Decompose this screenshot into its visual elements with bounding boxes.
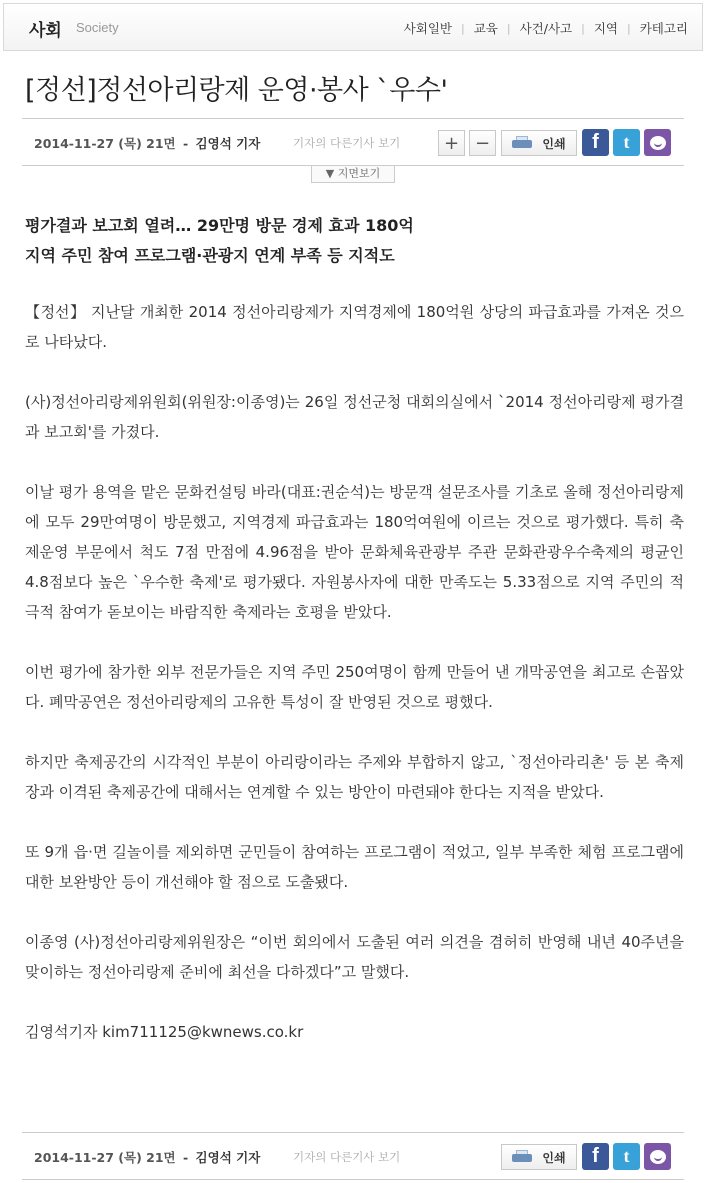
section-nav bbox=[404, 19, 688, 37]
paragraph: 【정선】 지난달 개최한 2014 정선아리랑제가 지역경제에 180억원 상당의 파급효과를 가져온 것으로 나타났다. bbox=[25, 303, 684, 351]
nav-item-incidents[interactable]: 사건/사고 bbox=[519, 21, 573, 36]
section-subtitle: Society bbox=[76, 20, 119, 35]
zoom-in-button[interactable]: + bbox=[438, 130, 465, 156]
nav-item-education[interactable]: 교육 bbox=[473, 21, 498, 36]
nav-separator: | bbox=[506, 21, 511, 35]
nav-item-category[interactable]: 카테고리 bbox=[639, 21, 688, 36]
article-subheads bbox=[25, 211, 414, 271]
nav-item-region[interactable]: 지역 bbox=[593, 21, 618, 36]
nav-item-general[interactable]: 사회일반 bbox=[403, 21, 452, 36]
article-headline: [정선]정선아리랑제 운영·봉사 `우수' bbox=[25, 75, 448, 106]
twitter-share-icon[interactable]: t bbox=[613, 129, 640, 156]
facebook-share-icon[interactable]: f bbox=[582, 1143, 609, 1170]
article-date-page: 2014-11-27 (목) 21면 bbox=[34, 1150, 176, 1165]
kakao-share-icon[interactable] bbox=[644, 1143, 671, 1170]
paragraph: (사)정선아리랑제위원회(위원장:이종영)는 26일 정선군청 대회의실에서 `2014 정선아리랑제 평가결과 보고회'를 가졌다. bbox=[25, 393, 684, 441]
article-body bbox=[25, 297, 684, 1047]
printer-icon bbox=[512, 136, 534, 150]
nav-separator: | bbox=[460, 21, 465, 35]
print-label: 인쇄 bbox=[542, 136, 566, 151]
paper-view-tab[interactable]: ▼ 지면보기 bbox=[311, 166, 395, 183]
article-date-page: 2014-11-27 (목) 21면 bbox=[34, 136, 176, 151]
zoom-out-button[interactable]: − bbox=[469, 130, 496, 156]
subhead-1: 평가결과 보고회 열려… 29만명 방문 경제 효과 180억 bbox=[25, 216, 414, 235]
printer-icon bbox=[512, 1150, 534, 1164]
paragraph: 이번 평가에 참가한 외부 전문가들은 지역 주민 250여명이 함께 만들어 낸 개막공연을 최고로 손꼽았다. 폐막공연은 정선아리랑제의 고유한 특성이 잘 반영된 것으로 평했다. bbox=[25, 663, 684, 711]
article-info-bar-bottom bbox=[22, 1132, 684, 1180]
print-button[interactable] bbox=[501, 1144, 577, 1170]
facebook-share-icon[interactable]: f bbox=[582, 129, 609, 156]
article-author: 김영석 기자 bbox=[195, 136, 261, 151]
paragraph: 이종영 (사)정선아리랑제위원장은 “이번 회의에서 도출된 여러 의견을 겸허히 반영해 내년 40주년을 맞이하는 정선아리랑제 준비에 최선을 다하겠다”고 말했다. bbox=[25, 933, 684, 981]
nav-separator: | bbox=[581, 21, 585, 35]
twitter-share-icon[interactable]: t bbox=[613, 1143, 640, 1170]
other-articles-link[interactable]: 기자의 다른기사 보기 bbox=[293, 136, 401, 150]
section-header bbox=[3, 3, 703, 51]
section-title: 사회 bbox=[29, 21, 62, 41]
paragraph: 이날 평가 용역을 맡은 문화컨설팅 바라(대표:권순석)는 방문객 설문조사를 기초로 올해 정선아리랑제에 모두 29만여명이 방문했고, 지역경제 파급효과는 180억여원에 이르는 것으로 평가했다. 특히 축제운영 부문에서 척도 7점 만점에 4.96점을 받아 문화체육관광부 주관 문화관광우수축제의 평균인 4.8점보다 높은 `우수한 축제'로 평가됐다. 자원봉사자에 대한 만족도는 5.33점으로 지역 주민의 적극적 참여가 돋보이는 바람직한 축제라는 호평을 받았다. bbox=[25, 483, 684, 621]
article-meta: 2014-11-27 (목) 21면 - 김영석 기자 bbox=[34, 1150, 261, 1165]
paragraph: 또 9개 읍·면 길놀이를 제외하면 군민들이 참여하는 프로그램이 적었고, 일부 부족한 체험 프로그램에 대한 보완방안 등이 개선해야 할 점으로 도출됐다. bbox=[25, 843, 684, 891]
article-author: 김영석 기자 bbox=[195, 1150, 261, 1165]
subhead-2: 지역 주민 참여 프로그램·관광지 연계 부족 등 지적도 bbox=[25, 246, 395, 265]
article-meta: 2014-11-27 (목) 21면 - 김영석 기자 bbox=[34, 136, 261, 151]
kakao-share-icon[interactable] bbox=[644, 129, 671, 156]
nav-separator: | bbox=[626, 21, 631, 35]
print-label: 인쇄 bbox=[542, 1150, 566, 1165]
print-button[interactable] bbox=[501, 130, 577, 156]
article-info-bar-top bbox=[22, 118, 684, 166]
reporter-signature: 김영석기자 kim711125@kwnews.co.kr bbox=[25, 1023, 304, 1041]
other-articles-link[interactable]: 기자의 다른기사 보기 bbox=[293, 1150, 401, 1164]
paragraph: 하지만 축제공간의 시각적인 부분이 아리랑이라는 주제와 부합하지 않고, `정선아라리촌' 등 본 축제장과 이격된 축제공간에 대해서는 연계할 수 있는 방안이 마련돼야 한다는 지적을 받았다. bbox=[25, 753, 684, 801]
